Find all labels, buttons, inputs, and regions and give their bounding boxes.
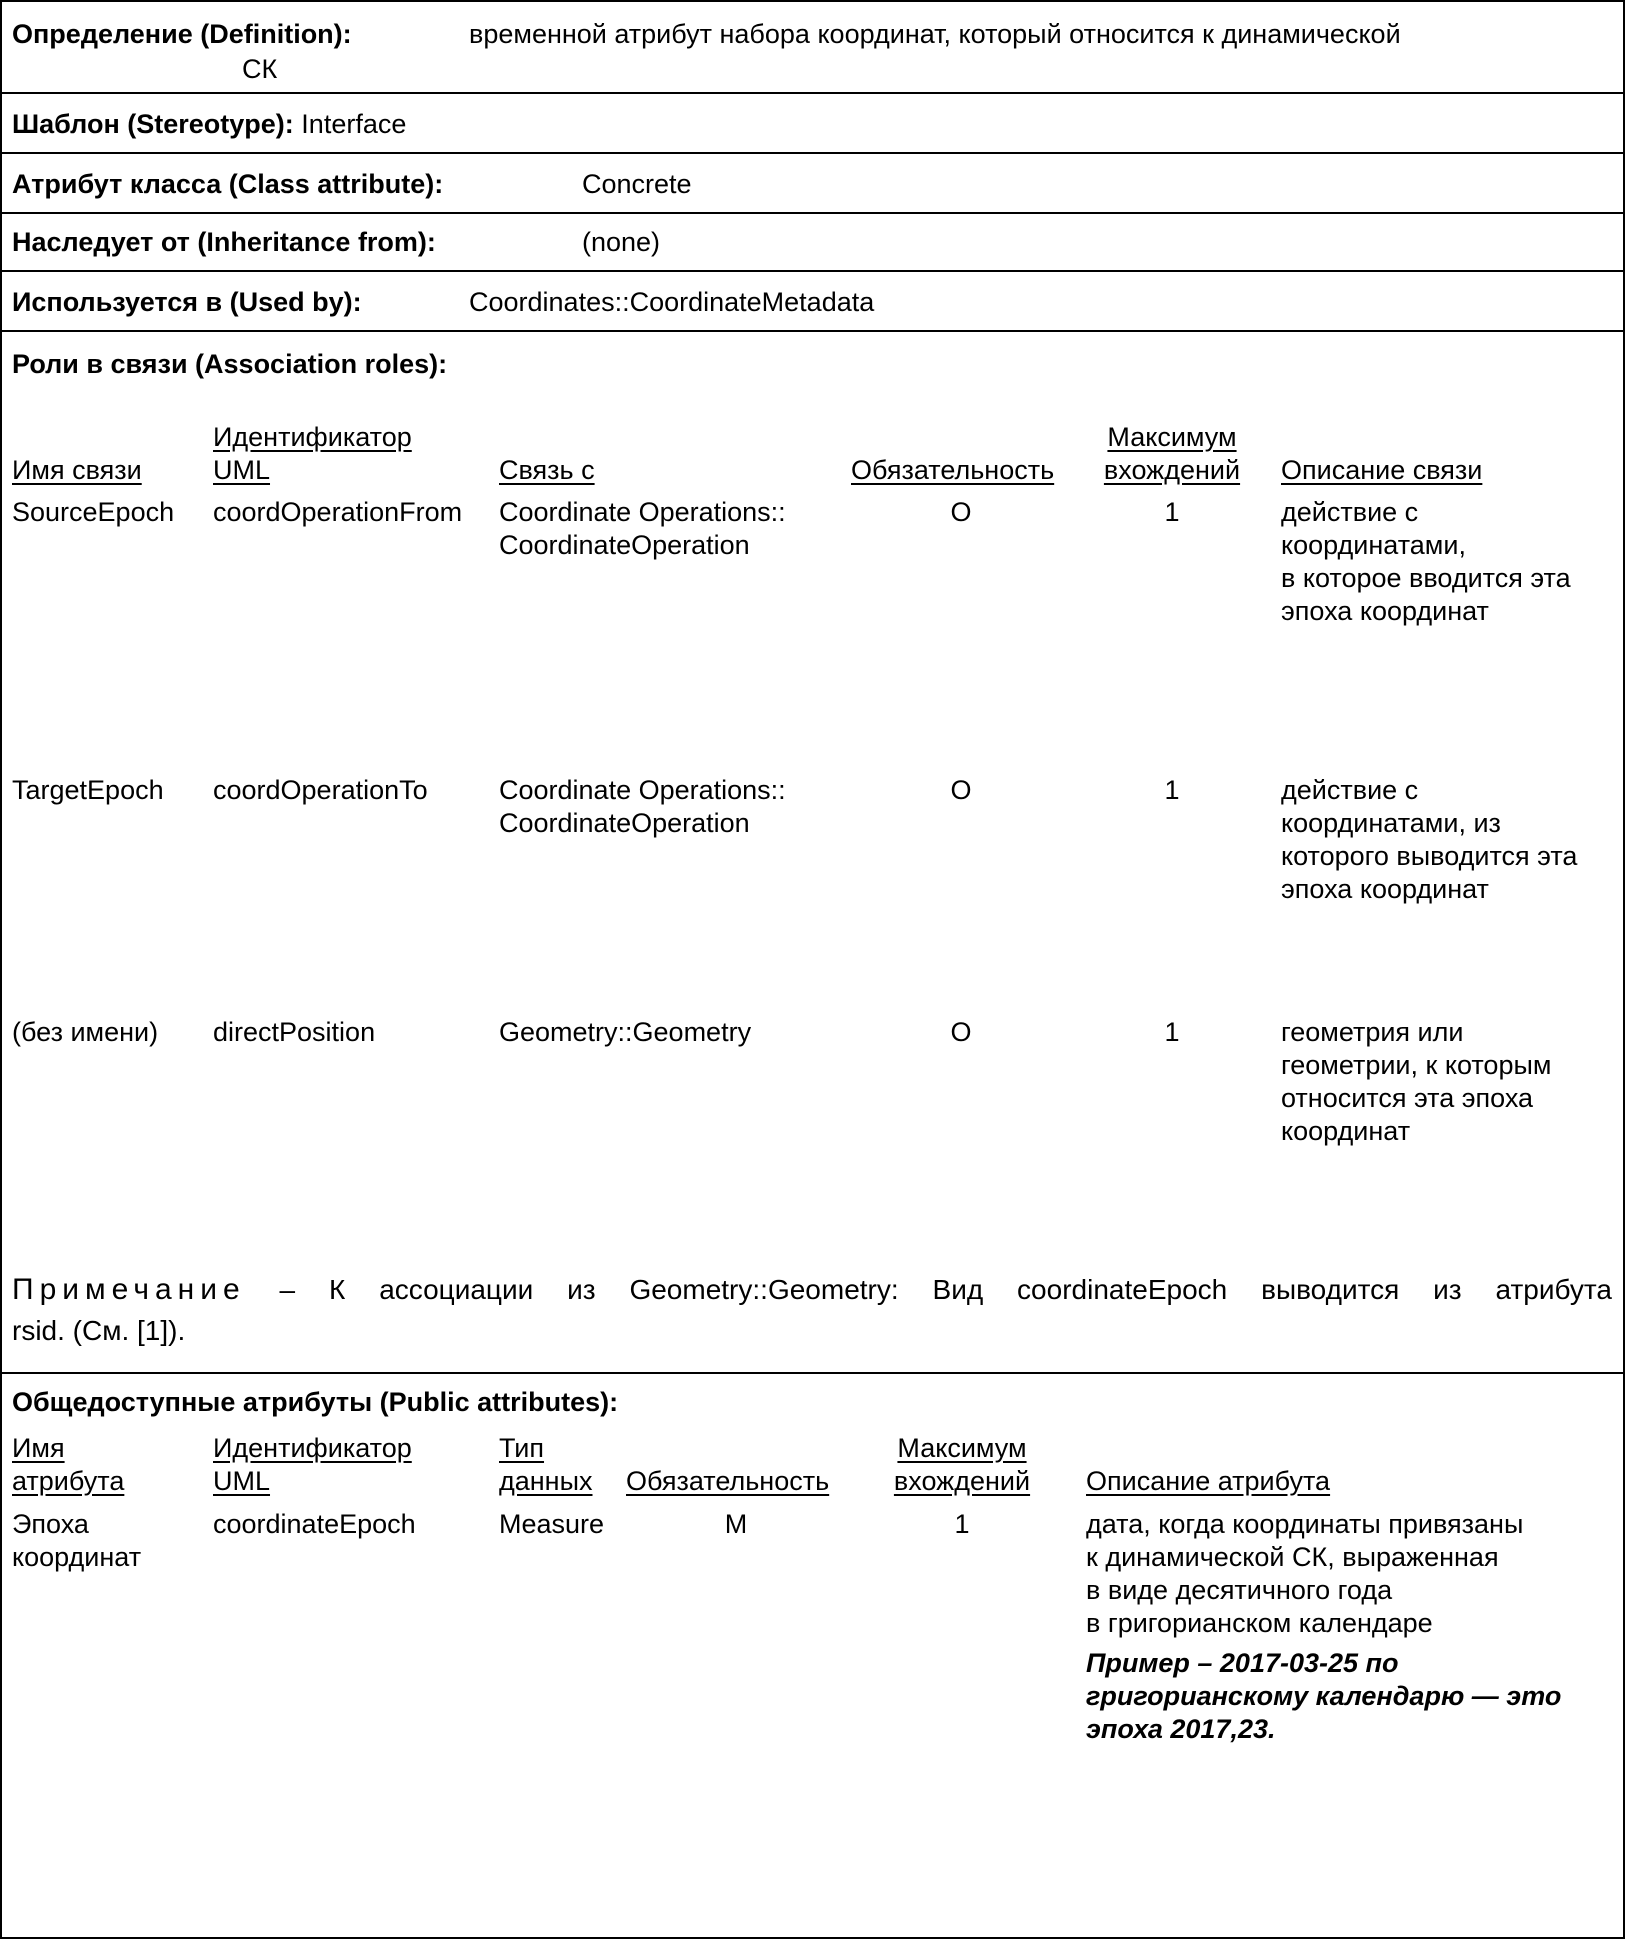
- stereotype-row: [2, 94, 1623, 154]
- definition-label: Определение (Definition):: [12, 19, 352, 49]
- public-header-type: Тип: [499, 1433, 545, 1463]
- assoc-header-max-cont: вхождений: [1103, 455, 1241, 485]
- public-header-type-cont: данных: [499, 1466, 593, 1496]
- definition-value: временной атрибут набора координат, который относится к динамической: [469, 19, 1401, 49]
- assoc-row-desc: относится эта эпоха: [1281, 1083, 1534, 1113]
- public-header-desc: Описание атрибута: [1086, 1466, 1331, 1496]
- definition-value-cont: СК: [242, 54, 278, 84]
- class-attribute-label: Атрибут класса (Class attribute):: [12, 169, 444, 199]
- public-header-max-cont: вхождений: [893, 1466, 1031, 1496]
- assoc-row-link: Geometry::Geometry: [499, 1017, 752, 1047]
- assoc-row-uml: coordOperationFrom: [213, 497, 463, 527]
- class-attribute-value: Concrete: [582, 169, 692, 199]
- definition-row: [2, 2, 1623, 94]
- public-row-uml: coordinateEpoch: [213, 1509, 416, 1539]
- public-row-obligation: M: [724, 1509, 748, 1539]
- public-header-uml: Идентификатор: [213, 1433, 412, 1463]
- assoc-row-max: 1: [1164, 1017, 1180, 1047]
- note-text-cont: rsid. (См. [1]).: [12, 1315, 186, 1346]
- assoc-header-uml-cont: UML: [213, 455, 271, 485]
- assoc-row-link-cont: CoordinateOperation: [499, 530, 750, 560]
- assoc-row-desc: эпоха координат: [1281, 874, 1489, 904]
- assoc-row-link-cont: CoordinateOperation: [499, 808, 750, 838]
- assoc-row-name: (без имени): [12, 1017, 159, 1047]
- public-row-example: григорианскому календарю — это: [1086, 1681, 1562, 1711]
- assoc-row-desc: действие с: [1281, 497, 1419, 527]
- note-text: – К ассоциации из Geometry::Geometry: Вид coordinateEpoch выводится из атрибута: [279, 1274, 1612, 1305]
- public-header-name-cont: атрибута: [12, 1466, 125, 1496]
- assoc-row-desc: координатами, из: [1281, 808, 1501, 838]
- class-attribute-row: [2, 154, 1623, 214]
- inheritance-value: (none): [582, 227, 661, 257]
- public-row-type: Measure: [499, 1509, 605, 1539]
- public-header-max: Максимум: [897, 1433, 1027, 1463]
- used-by-label: Используется в (Used by):: [12, 287, 362, 317]
- association-note: [12, 1272, 1612, 1308]
- assoc-row-uml: coordOperationTo: [213, 775, 428, 805]
- assoc-row-desc: эпоха координат: [1281, 596, 1489, 626]
- assoc-row-name: TargetEpoch: [12, 775, 164, 805]
- public-row-desc: дата, когда координаты привязаны: [1086, 1509, 1524, 1539]
- public-header-obligation: Обязательность: [626, 1466, 830, 1496]
- assoc-row-name: SourceEpoch: [12, 497, 175, 527]
- public-row-name-cont: координат: [12, 1542, 142, 1572]
- assoc-row-uml: directPosition: [213, 1017, 376, 1047]
- public-attributes-section: [2, 1374, 1623, 1937]
- public-row-desc: в григорианском календаре: [1086, 1608, 1433, 1638]
- public-row-name: Эпоха: [12, 1509, 89, 1539]
- assoc-row-link: Coordinate Operations::: [499, 775, 786, 805]
- public-row-example: Пример – 2017-03-25 по: [1086, 1648, 1399, 1678]
- assoc-header-name: Имя связи: [12, 455, 142, 485]
- public-header-uml-cont: UML: [213, 1466, 271, 1496]
- assoc-row-desc: координат: [1281, 1116, 1411, 1146]
- public-row-desc: к динамической СК, выраженная: [1086, 1542, 1499, 1572]
- public-title: Общедоступные атрибуты (Public attributes):: [12, 1387, 619, 1417]
- assoc-row-desc: геометрии, к которым: [1281, 1050, 1552, 1080]
- assoc-row-desc: действие с: [1281, 775, 1419, 805]
- association-title: Роли в связи (Association roles):: [12, 349, 448, 379]
- assoc-row-max: 1: [1164, 497, 1180, 527]
- assoc-header-link: Связь с: [499, 455, 595, 485]
- stereotype-label: Шаблон (Stereotype):: [12, 109, 294, 139]
- assoc-row-link: Coordinate Operations::: [499, 497, 786, 527]
- inheritance-row: [2, 214, 1623, 272]
- assoc-row-obligation: O: [950, 1017, 972, 1047]
- assoc-header-desc: Описание связи: [1281, 455, 1483, 485]
- inheritance-label: Наследует от (Inheritance from):: [12, 227, 436, 257]
- assoc-header-obligation: Обязательность: [851, 455, 1055, 485]
- assoc-row-obligation: O: [950, 497, 972, 527]
- assoc-row-max: 1: [1164, 775, 1180, 805]
- assoc-row-obligation: O: [950, 775, 972, 805]
- assoc-row-desc: которого выводится эта: [1281, 841, 1578, 871]
- note-label: Примечание: [12, 1273, 246, 1306]
- public-header-name: Имя: [12, 1433, 65, 1463]
- public-row-max: 1: [954, 1509, 970, 1539]
- public-row-desc: в виде десятичного года: [1086, 1575, 1393, 1605]
- public-row-example: эпоха 2017,23.: [1086, 1714, 1276, 1744]
- used-by-row: [2, 272, 1623, 332]
- assoc-row-desc: координатами,: [1281, 530, 1466, 560]
- stereotype-value: Interface: [301, 109, 407, 139]
- assoc-header-uml: Идентификатор: [213, 422, 412, 452]
- used-by-value: Coordinates::CoordinateMetadata: [469, 287, 875, 317]
- assoc-row-desc: геометрия или: [1281, 1017, 1464, 1047]
- assoc-row-desc: в которое вводится эта: [1281, 563, 1571, 593]
- assoc-header-max: Максимум: [1107, 422, 1237, 452]
- association-roles-section: [2, 332, 1623, 1374]
